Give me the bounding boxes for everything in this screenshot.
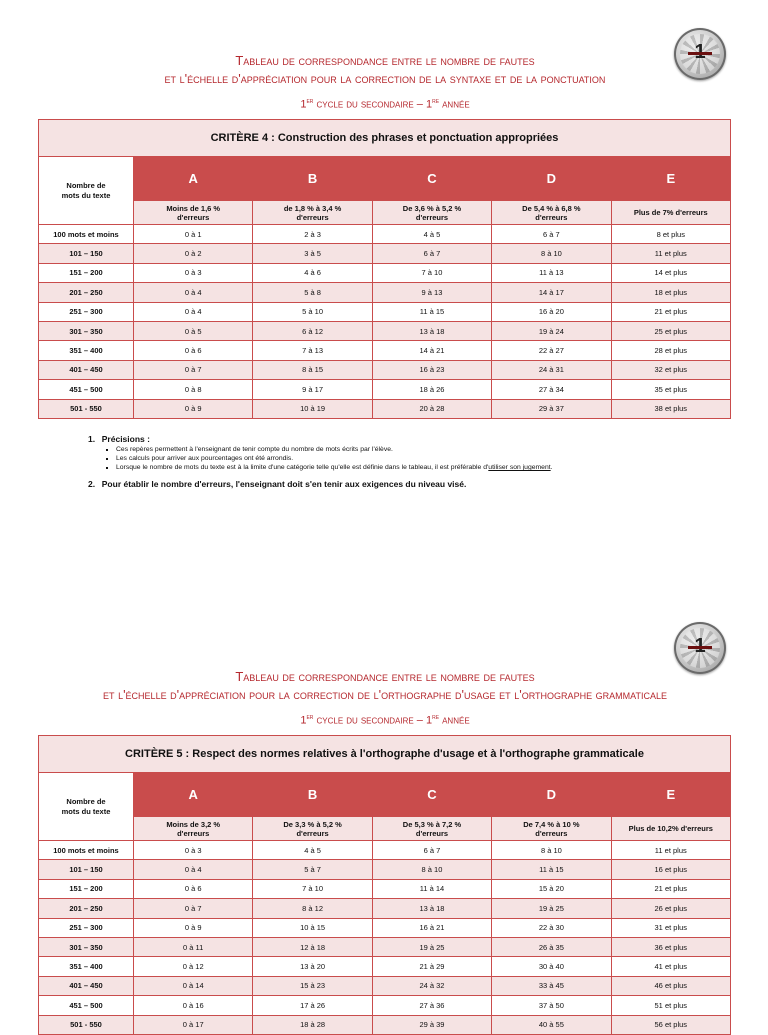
error-range-cell: 30 à 40 xyxy=(492,957,611,976)
word-count-cell: 451 – 500 xyxy=(39,996,134,1015)
error-range-cell: 6 à 7 xyxy=(372,244,491,263)
error-range-cell: 0 à 12 xyxy=(134,957,253,976)
error-range-cell: 6 à 12 xyxy=(253,321,372,340)
error-range-cell: 38 et plus xyxy=(611,399,730,418)
notes xyxy=(88,434,553,489)
note-2-number: 2. xyxy=(88,479,96,489)
error-range-cell: 12 à 18 xyxy=(253,937,372,956)
error-range-cell: 8 à 12 xyxy=(253,899,372,918)
error-range-cell: 13 à 18 xyxy=(372,899,491,918)
title-line-2: et l'échelle d'appréciation pour la correction de l'orthographe d'usage et l'orthographe grammaticale xyxy=(102,687,668,702)
note-2-text: Pour établir le nombre d'erreurs, l'enseignant doit s'en tenir aux exigences du niveau visé. xyxy=(101,479,467,489)
title-line-2: et l'échelle d'appréciation pour la correction de la syntaxe et de la ponctuation xyxy=(164,71,606,86)
error-range-cell: 36 et plus xyxy=(611,937,730,956)
error-range-cell: 15 à 20 xyxy=(492,879,611,898)
error-range-cell: 35 et plus xyxy=(611,380,730,399)
error-range-cell: 37 à 50 xyxy=(492,996,611,1015)
error-range-cell: 24 à 32 xyxy=(372,976,491,995)
grade-c: C xyxy=(372,157,491,201)
grade-e: E xyxy=(611,157,730,201)
table-row xyxy=(39,1015,731,1034)
table-row xyxy=(39,976,731,995)
error-range-cell: 14 à 17 xyxy=(492,283,611,302)
error-range-cell: 0 à 6 xyxy=(134,341,253,360)
range-d: De 7,4 % à 10 % d'erreurs xyxy=(492,817,611,841)
table-row xyxy=(39,899,731,918)
error-range-cell: 27 à 36 xyxy=(372,996,491,1015)
error-range-cell: 6 à 7 xyxy=(492,225,611,244)
error-range-cell: 24 à 31 xyxy=(492,360,611,379)
table-row xyxy=(39,360,731,379)
table-row xyxy=(39,879,731,898)
grade-d: D xyxy=(492,773,611,817)
error-range-cell: 0 à 9 xyxy=(134,918,253,937)
word-count-cell: 201 – 250 xyxy=(39,899,134,918)
error-range-cell: 29 à 39 xyxy=(372,1015,491,1034)
error-range-cell: 11 à 15 xyxy=(372,302,491,321)
grade-a: A xyxy=(134,773,253,817)
word-count-cell: 301 – 350 xyxy=(39,937,134,956)
error-range-cell: 28 et plus xyxy=(611,341,730,360)
error-range-cell: 19 à 25 xyxy=(372,937,491,956)
table-row xyxy=(39,283,731,302)
error-range-cell: 22 à 27 xyxy=(492,341,611,360)
error-range-cell: 0 à 3 xyxy=(134,263,253,282)
word-count-cell: 151 – 200 xyxy=(39,879,134,898)
range-b: de 1,8 % à 3,4 % d'erreurs xyxy=(253,201,372,225)
range-a: Moins de 1,6 % d'erreurs xyxy=(134,201,253,225)
error-range-cell: 17 à 26 xyxy=(253,996,372,1015)
error-range-cell: 7 à 10 xyxy=(253,879,372,898)
table-row xyxy=(39,399,731,418)
error-range-cell: 46 et plus xyxy=(611,976,730,995)
row-header-label: Nombre de mots du texte xyxy=(39,157,134,225)
error-range-cell: 8 et plus xyxy=(611,225,730,244)
error-range-cell: 4 à 5 xyxy=(253,841,372,860)
word-count-cell: 251 – 300 xyxy=(39,918,134,937)
error-range-cell: 22 à 30 xyxy=(492,918,611,937)
grade-c: C xyxy=(372,773,491,817)
error-range-cell: 0 à 2 xyxy=(134,244,253,263)
word-count-cell: 451 – 500 xyxy=(39,380,134,399)
error-range-cell: 20 à 28 xyxy=(372,399,491,418)
word-count-cell: 101 – 150 xyxy=(39,244,134,263)
table-row xyxy=(39,341,731,360)
error-range-cell: 9 à 17 xyxy=(253,380,372,399)
word-count-cell: 201 – 250 xyxy=(39,283,134,302)
table-row xyxy=(39,244,731,263)
error-range-cell: 33 à 45 xyxy=(492,976,611,995)
table-row xyxy=(39,937,731,956)
error-range-cell: 0 à 5 xyxy=(134,321,253,340)
error-range-cell: 21 et plus xyxy=(611,879,730,898)
range-c: De 5,3 % à 7,2 % d'erreurs xyxy=(372,817,491,841)
error-range-cell: 4 à 5 xyxy=(372,225,491,244)
error-range-cell: 11 à 13 xyxy=(492,263,611,282)
error-range-cell: 11 à 15 xyxy=(492,860,611,879)
error-range-cell: 11 et plus xyxy=(611,841,730,860)
word-count-cell: 101 – 150 xyxy=(39,860,134,879)
table-row xyxy=(39,380,731,399)
grade-b: B xyxy=(253,773,372,817)
error-range-cell: 0 à 3 xyxy=(134,841,253,860)
table-row xyxy=(39,918,731,937)
error-range-cell: 15 à 23 xyxy=(253,976,372,995)
error-range-cell: 0 à 4 xyxy=(134,283,253,302)
word-count-cell: 301 – 350 xyxy=(39,321,134,340)
word-count-cell: 501 - 550 xyxy=(39,1015,134,1034)
error-range-cell: 8 à 15 xyxy=(253,360,372,379)
error-range-cell: 14 et plus xyxy=(611,263,730,282)
word-count-cell: 100 mots et moins xyxy=(39,841,134,860)
error-range-cell: 0 à 17 xyxy=(134,1015,253,1034)
level-badge-icon xyxy=(674,622,726,674)
error-range-cell: 11 à 14 xyxy=(372,879,491,898)
error-range-cell: 26 à 35 xyxy=(492,937,611,956)
word-count-cell: 100 mots et moins xyxy=(39,225,134,244)
error-range-cell: 16 à 20 xyxy=(492,302,611,321)
error-range-cell: 0 à 6 xyxy=(134,879,253,898)
row-header-label: Nombre de mots du texte xyxy=(39,773,134,841)
error-range-cell: 0 à 7 xyxy=(134,360,253,379)
word-count-cell: 401 – 450 xyxy=(39,976,134,995)
error-range-cell: 4 à 6 xyxy=(253,263,372,282)
range-c: De 3,6 % à 5,2 % d'erreurs xyxy=(372,201,491,225)
page-title xyxy=(60,668,710,730)
error-range-cell: 40 à 55 xyxy=(492,1015,611,1034)
error-range-cell: 8 à 10 xyxy=(492,244,611,263)
error-range-cell: 0 à 9 xyxy=(134,399,253,418)
grade-d: D xyxy=(492,157,611,201)
error-range-cell: 31 et plus xyxy=(611,918,730,937)
error-range-cell: 11 et plus xyxy=(611,244,730,263)
word-count-cell: 251 – 300 xyxy=(39,302,134,321)
range-b: De 3,3 % à 5,2 % d'erreurs xyxy=(253,817,372,841)
note-bullet-2: ▪ Les calculs pour arriver aux pourcentages ont été arrondis. xyxy=(116,455,553,462)
section-critere-5 xyxy=(0,616,768,1030)
error-range-cell: 0 à 4 xyxy=(134,860,253,879)
cycle-subtitle: 1er cycle du secondaire – 1re année xyxy=(300,98,470,111)
table-row xyxy=(39,860,731,879)
error-range-cell: 0 à 4 xyxy=(134,302,253,321)
error-range-cell: 16 à 23 xyxy=(372,360,491,379)
note-bullet-1: ▪ Ces repères permettent à l'enseignant de tenir compte du nombre de mots écrits par l'élève. xyxy=(116,446,553,453)
error-range-cell: 26 et plus xyxy=(611,899,730,918)
error-range-cell: 21 à 29 xyxy=(372,957,491,976)
table-row xyxy=(39,302,731,321)
error-range-cell: 0 à 11 xyxy=(134,937,253,956)
error-range-cell: 6 à 7 xyxy=(372,841,491,860)
error-range-cell: 10 à 19 xyxy=(253,399,372,418)
range-a: Moins de 3,2 % d'erreurs xyxy=(134,817,253,841)
error-range-cell: 5 à 10 xyxy=(253,302,372,321)
error-range-cell: 7 à 10 xyxy=(372,263,491,282)
error-range-cell: 18 à 26 xyxy=(372,380,491,399)
error-range-cell: 18 et plus xyxy=(611,283,730,302)
error-range-cell: 9 à 13 xyxy=(372,283,491,302)
cycle-subtitle: 1er cycle du secondaire – 1re année xyxy=(300,714,470,727)
note-1-title: Précisions : xyxy=(101,434,150,444)
error-range-cell: 0 à 14 xyxy=(134,976,253,995)
error-range-cell: 0 à 7 xyxy=(134,899,253,918)
error-range-cell: 14 à 21 xyxy=(372,341,491,360)
word-count-cell: 351 – 400 xyxy=(39,341,134,360)
error-range-cell: 16 à 21 xyxy=(372,918,491,937)
error-range-cell: 27 à 34 xyxy=(492,380,611,399)
note-1-number: 1. xyxy=(88,434,96,444)
error-range-cell: 2 à 3 xyxy=(253,225,372,244)
criterion-title: CRITÈRE 4 : Construction des phrases et ponctuation appropriées xyxy=(39,120,731,157)
error-range-cell: 16 et plus xyxy=(611,860,730,879)
error-range-cell: 7 à 13 xyxy=(253,341,372,360)
error-range-cell: 10 à 15 xyxy=(253,918,372,937)
error-range-cell: 32 et plus xyxy=(611,360,730,379)
grade-e: E xyxy=(611,773,730,817)
table-row xyxy=(39,957,731,976)
error-range-cell: 41 et plus xyxy=(611,957,730,976)
correspondence-table-5 xyxy=(38,735,731,1035)
error-range-cell: 19 à 25 xyxy=(492,899,611,918)
range-e: Plus de 10,2% d'erreurs xyxy=(611,817,730,841)
table-row xyxy=(39,321,731,340)
grade-a: A xyxy=(134,157,253,201)
error-range-cell: 21 et plus xyxy=(611,302,730,321)
criterion-title: CRITÈRE 5 : Respect des normes relatives à l'orthographe d'usage et à l'orthographe grammaticale xyxy=(39,736,731,773)
error-range-cell: 3 à 5 xyxy=(253,244,372,263)
error-range-cell: 5 à 7 xyxy=(253,860,372,879)
range-e: Plus de 7% d'erreurs xyxy=(611,201,730,225)
table-row xyxy=(39,841,731,860)
word-count-cell: 351 – 400 xyxy=(39,957,134,976)
word-count-cell: 151 – 200 xyxy=(39,263,134,282)
error-range-cell: 19 à 24 xyxy=(492,321,611,340)
error-range-cell: 25 et plus xyxy=(611,321,730,340)
word-count-cell: 501 - 550 xyxy=(39,399,134,418)
table-row xyxy=(39,225,731,244)
error-range-cell: 56 et plus xyxy=(611,1015,730,1034)
page-title xyxy=(60,52,710,114)
note-bullet-3: ▪ Lorsque le nombre de mots du texte est à la limite d'une catégorie telle qu'elle est définie dans le tableau, il est préférable d'utiliser son jugement. xyxy=(116,464,553,471)
error-range-cell: 13 à 18 xyxy=(372,321,491,340)
error-range-cell: 0 à 16 xyxy=(134,996,253,1015)
range-d: De 5,4 % à 6,8 % d'erreurs xyxy=(492,201,611,225)
word-count-cell: 401 – 450 xyxy=(39,360,134,379)
error-range-cell: 5 à 8 xyxy=(253,283,372,302)
error-range-cell: 29 à 37 xyxy=(492,399,611,418)
error-range-cell: 0 à 8 xyxy=(134,380,253,399)
table-row xyxy=(39,263,731,282)
table-row xyxy=(39,996,731,1015)
error-range-cell: 51 et plus xyxy=(611,996,730,1015)
error-range-cell: 18 à 28 xyxy=(253,1015,372,1034)
error-range-cell: 8 à 10 xyxy=(492,841,611,860)
correspondence-table-4 xyxy=(38,119,731,419)
error-range-cell: 0 à 1 xyxy=(134,225,253,244)
grade-b: B xyxy=(253,157,372,201)
title-line-1: Tableau de correspondance entre le nombre de fautes xyxy=(235,53,535,68)
title-line-1: Tableau de correspondance entre le nombre de fautes xyxy=(235,669,535,684)
error-range-cell: 8 à 10 xyxy=(372,860,491,879)
error-range-cell: 13 à 20 xyxy=(253,957,372,976)
